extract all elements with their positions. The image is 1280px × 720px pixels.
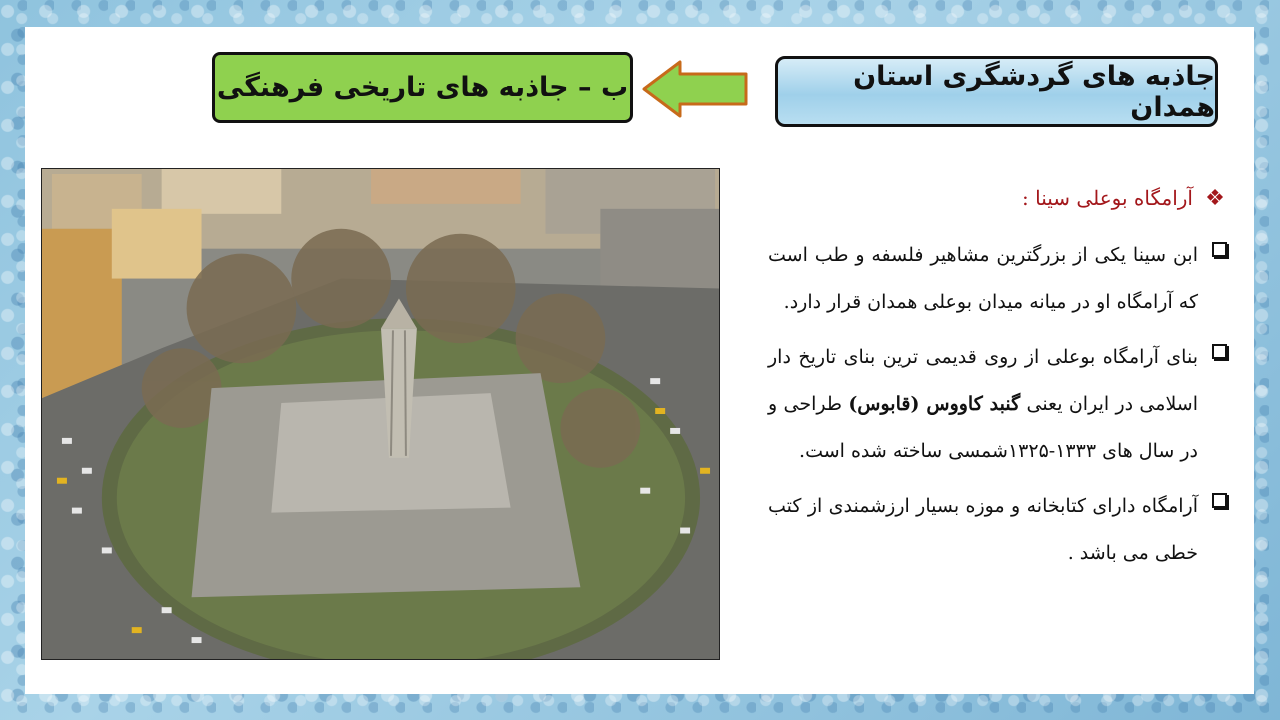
title-box	[775, 56, 1218, 127]
list-item	[745, 483, 1227, 577]
bullet-text: ابن سینا یکی از بزرگترین مشاهیر فلسفه و طب است که آرامگاه او در میانه میدان بوعلی همدان قرار دارد.	[768, 244, 1198, 313]
content-panel	[745, 172, 1227, 577]
list-item	[745, 232, 1227, 326]
bullet-text	[768, 334, 1198, 475]
mausoleum-photo	[41, 168, 720, 660]
list-item	[745, 334, 1227, 475]
left-arrow-icon	[640, 58, 750, 120]
bullet-text-part: بنای آرامگاه بوعلی از روی قدیمی ترین بنای تاریخ دار اسلامی در ایران یعنی	[768, 346, 1198, 415]
bullet-text: آرامگاه دارای کتابخانه و موزه بسیار ارزشمندی از کتب خطی می باشد .	[768, 495, 1198, 564]
section-label-box	[212, 52, 633, 123]
bullet-bold-text: گنبد کاووس (قابوس)	[848, 393, 1021, 415]
heading-text: آرامگاه بوعلی سینا :	[1022, 186, 1193, 210]
checkbox-bullet-icon	[1212, 344, 1227, 359]
bullet-text-part: طراحی و در سال های ۱۳۳۳-۱۳۲۵شمسی ساخته شده است.	[768, 393, 1198, 462]
checkbox-bullet-icon	[1212, 493, 1227, 508]
section-label: ب – جاذبه های تاریخی فرهنگی	[216, 72, 629, 103]
slide-title: جاذبه های گردشگری استان همدان	[853, 60, 1215, 123]
checkbox-bullet-icon	[1212, 242, 1227, 257]
diamond-bullet-icon: ❖	[1205, 185, 1225, 211]
content-heading	[745, 172, 1227, 224]
